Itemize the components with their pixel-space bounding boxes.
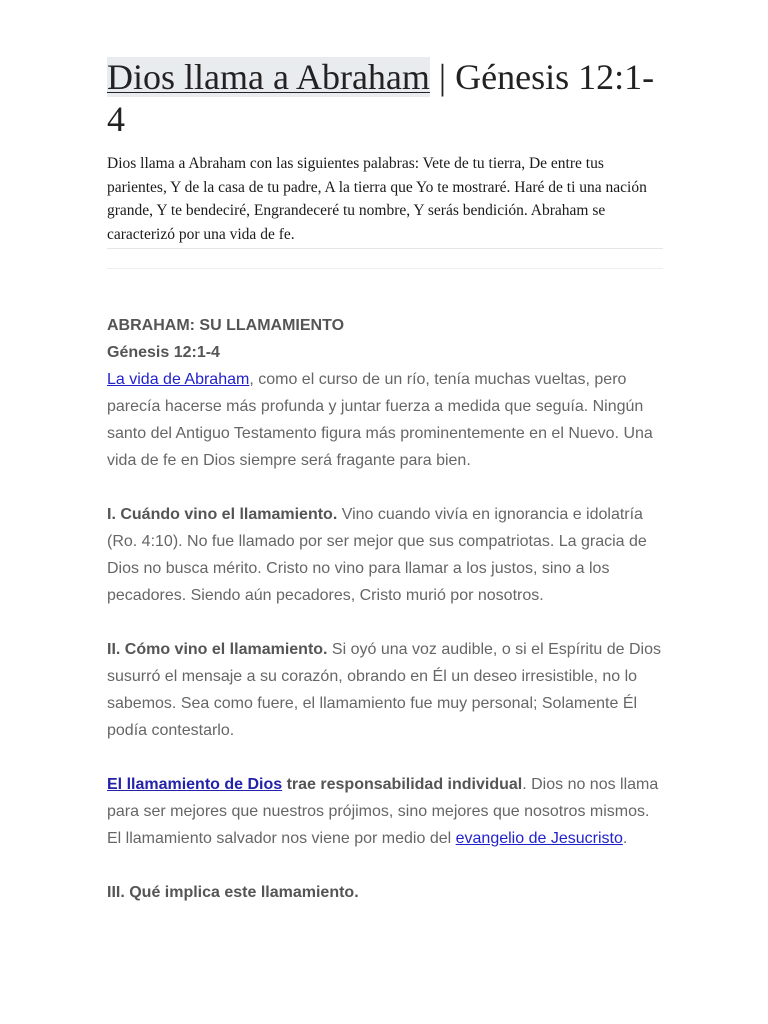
- divider: [107, 248, 663, 249]
- article-body: [107, 312, 663, 906]
- paragraph-3-heading: II. Cómo vino el llamamiento.: [107, 641, 328, 658]
- intro-text: Dios llama a Abraham con las siguientes palabras: Vete de tu tierra, De entre tus parientes, Y de la casa de tu padre, A la tierra que Yo te mostraré. Haré de ti una nación grande, Y te bendeciré, Engrandeceré tu nombre, Y serás bendición. Abraham se caracterizó por una vida de fe.: [107, 155, 647, 243]
- title-separator: |: [429, 57, 456, 97]
- paragraph-1: [107, 366, 663, 474]
- title-reference: Génesis 12:1-4: [107, 57, 655, 139]
- paragraph-4: [107, 771, 663, 852]
- article-subheading: Génesis 12:1-4: [107, 344, 220, 361]
- paragraph-3-text: Si oyó una voz audible, o si el Espíritu de Dios susurró el mensaje a su corazón, obrando en Él un deseo irresistible, no lo sabemos. Sea como fuere, el llamamiento fue muy personal; Solamente Él podía contestarlo.: [107, 641, 661, 739]
- document-page: [107, 56, 663, 933]
- evangelio-link[interactable]: evangelio de Jesucristo: [455, 830, 623, 847]
- paragraph-2-text: Vino cuando vivía en ignorancia e idolatría (Ro. 4:10). No fue llamado por ser mejor que sus compatriotas. La gracia de Dios no busca mérito. Cristo no vino para llamar a los justos, sino a los pecadores. Siendo aún pecadores, Cristo murió por nosotros.: [107, 506, 647, 604]
- paragraph-4-end: .: [622, 830, 628, 847]
- paragraph-3: [107, 636, 663, 744]
- paragraph-2: [107, 501, 663, 609]
- article-heading: ABRAHAM: SU LLAMAMIENTO: [107, 317, 345, 334]
- title-link[interactable]: Dios llama a Abraham: [107, 57, 430, 97]
- paragraph-1-text: , como el curso de un río, tenía muchas vueltas, pero parecía hacerse más profunda y juntar fuerza a medida que seguía. Ningún santo del Antiguo Testamento figura más prominentemente en el Nuevo. Una vida de fe en Dios siempre será fragante para bien.: [107, 371, 653, 469]
- paragraph-4-bold: trae responsabilidad individual: [282, 776, 523, 793]
- page-title: [107, 56, 663, 140]
- paragraph-5: [107, 879, 663, 906]
- divider-2: [107, 268, 663, 269]
- llamamiento-de-dios-link[interactable]: El llamamiento de Dios: [107, 776, 283, 793]
- paragraph-2-heading: I. Cuándo vino el llamamiento.: [107, 506, 338, 523]
- paragraph-5-heading: III. Qué implica este llamamiento.: [107, 884, 359, 901]
- vida-de-abraham-link[interactable]: La vida de Abraham: [107, 371, 250, 388]
- paragraph-4-text: . Dios no nos llama para ser mejores que nuestros prójimos, sino mejores que nosotros mismos. El llamamiento salvador nos viene por medio del: [107, 776, 659, 847]
